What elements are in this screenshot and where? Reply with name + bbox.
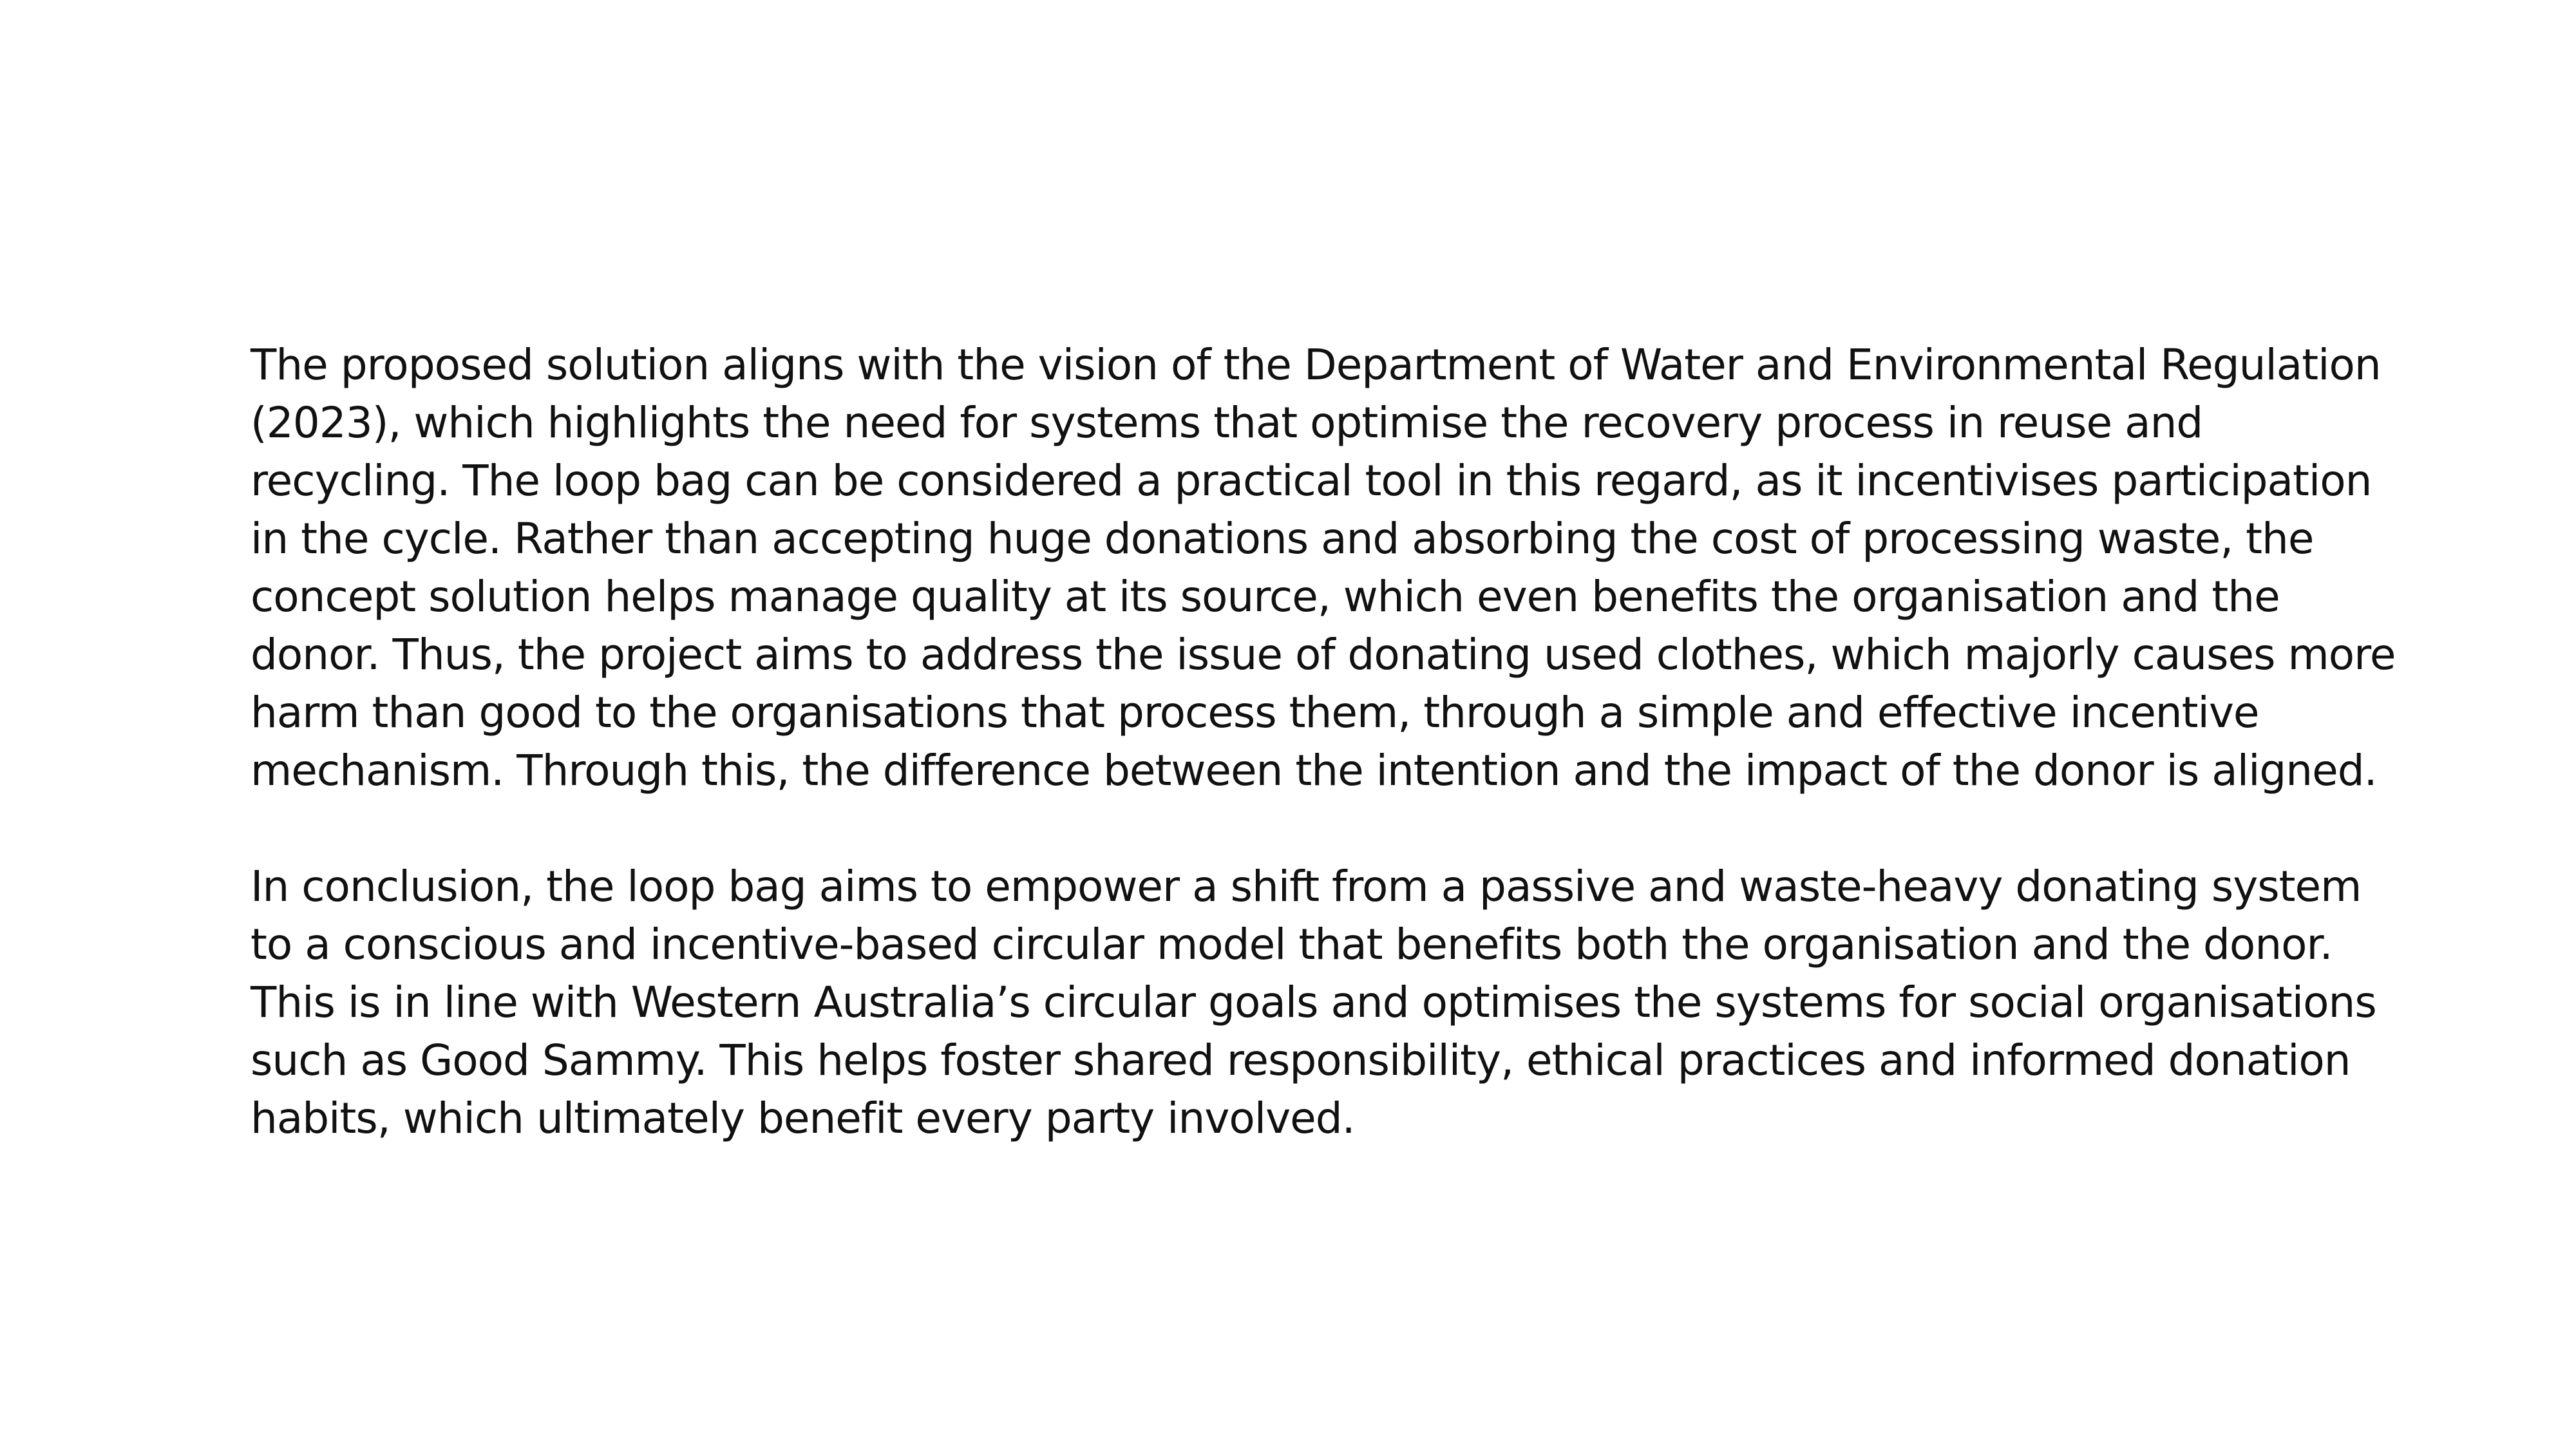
- body-paragraph-conclusion: In conclusion, the loop bag aims to empower a shift from a passive and waste-heavy donating system to a conscious and incentive-based circular model that benefits both the organisation and the donor. This is in line with Western Australia’s circular goals and optimises the systems for social organisations such as Good Sammy. This helps foster shared responsibility, ethical practices and informed donation habits, which ultimately benefit every party involved.: [251, 862, 2376, 1143]
- text-body: [251, 336, 2401, 1148]
- body-paragraph-solution: The proposed solution aligns with the vision of the Department of Water and Environmental Regulation (2023), which highlights the need for systems that optimise the recovery process in reuse and recycling. The loop bag can be considered a practical tool in this regard, as it incentivises participation in the cycle. Rather than accepting huge donations and absorbing the cost of processing waste, the concept solution helps manage quality at its source, which even benefits the organisation and the donor. Thus, the project aims to address the issue of donating used clothes, which majorly causes more harm than good to the organisations that process them, through a simple and effective incentive mechanism. Through this, the difference between the intention and the impact of the donor is aligned.: [251, 340, 2396, 795]
